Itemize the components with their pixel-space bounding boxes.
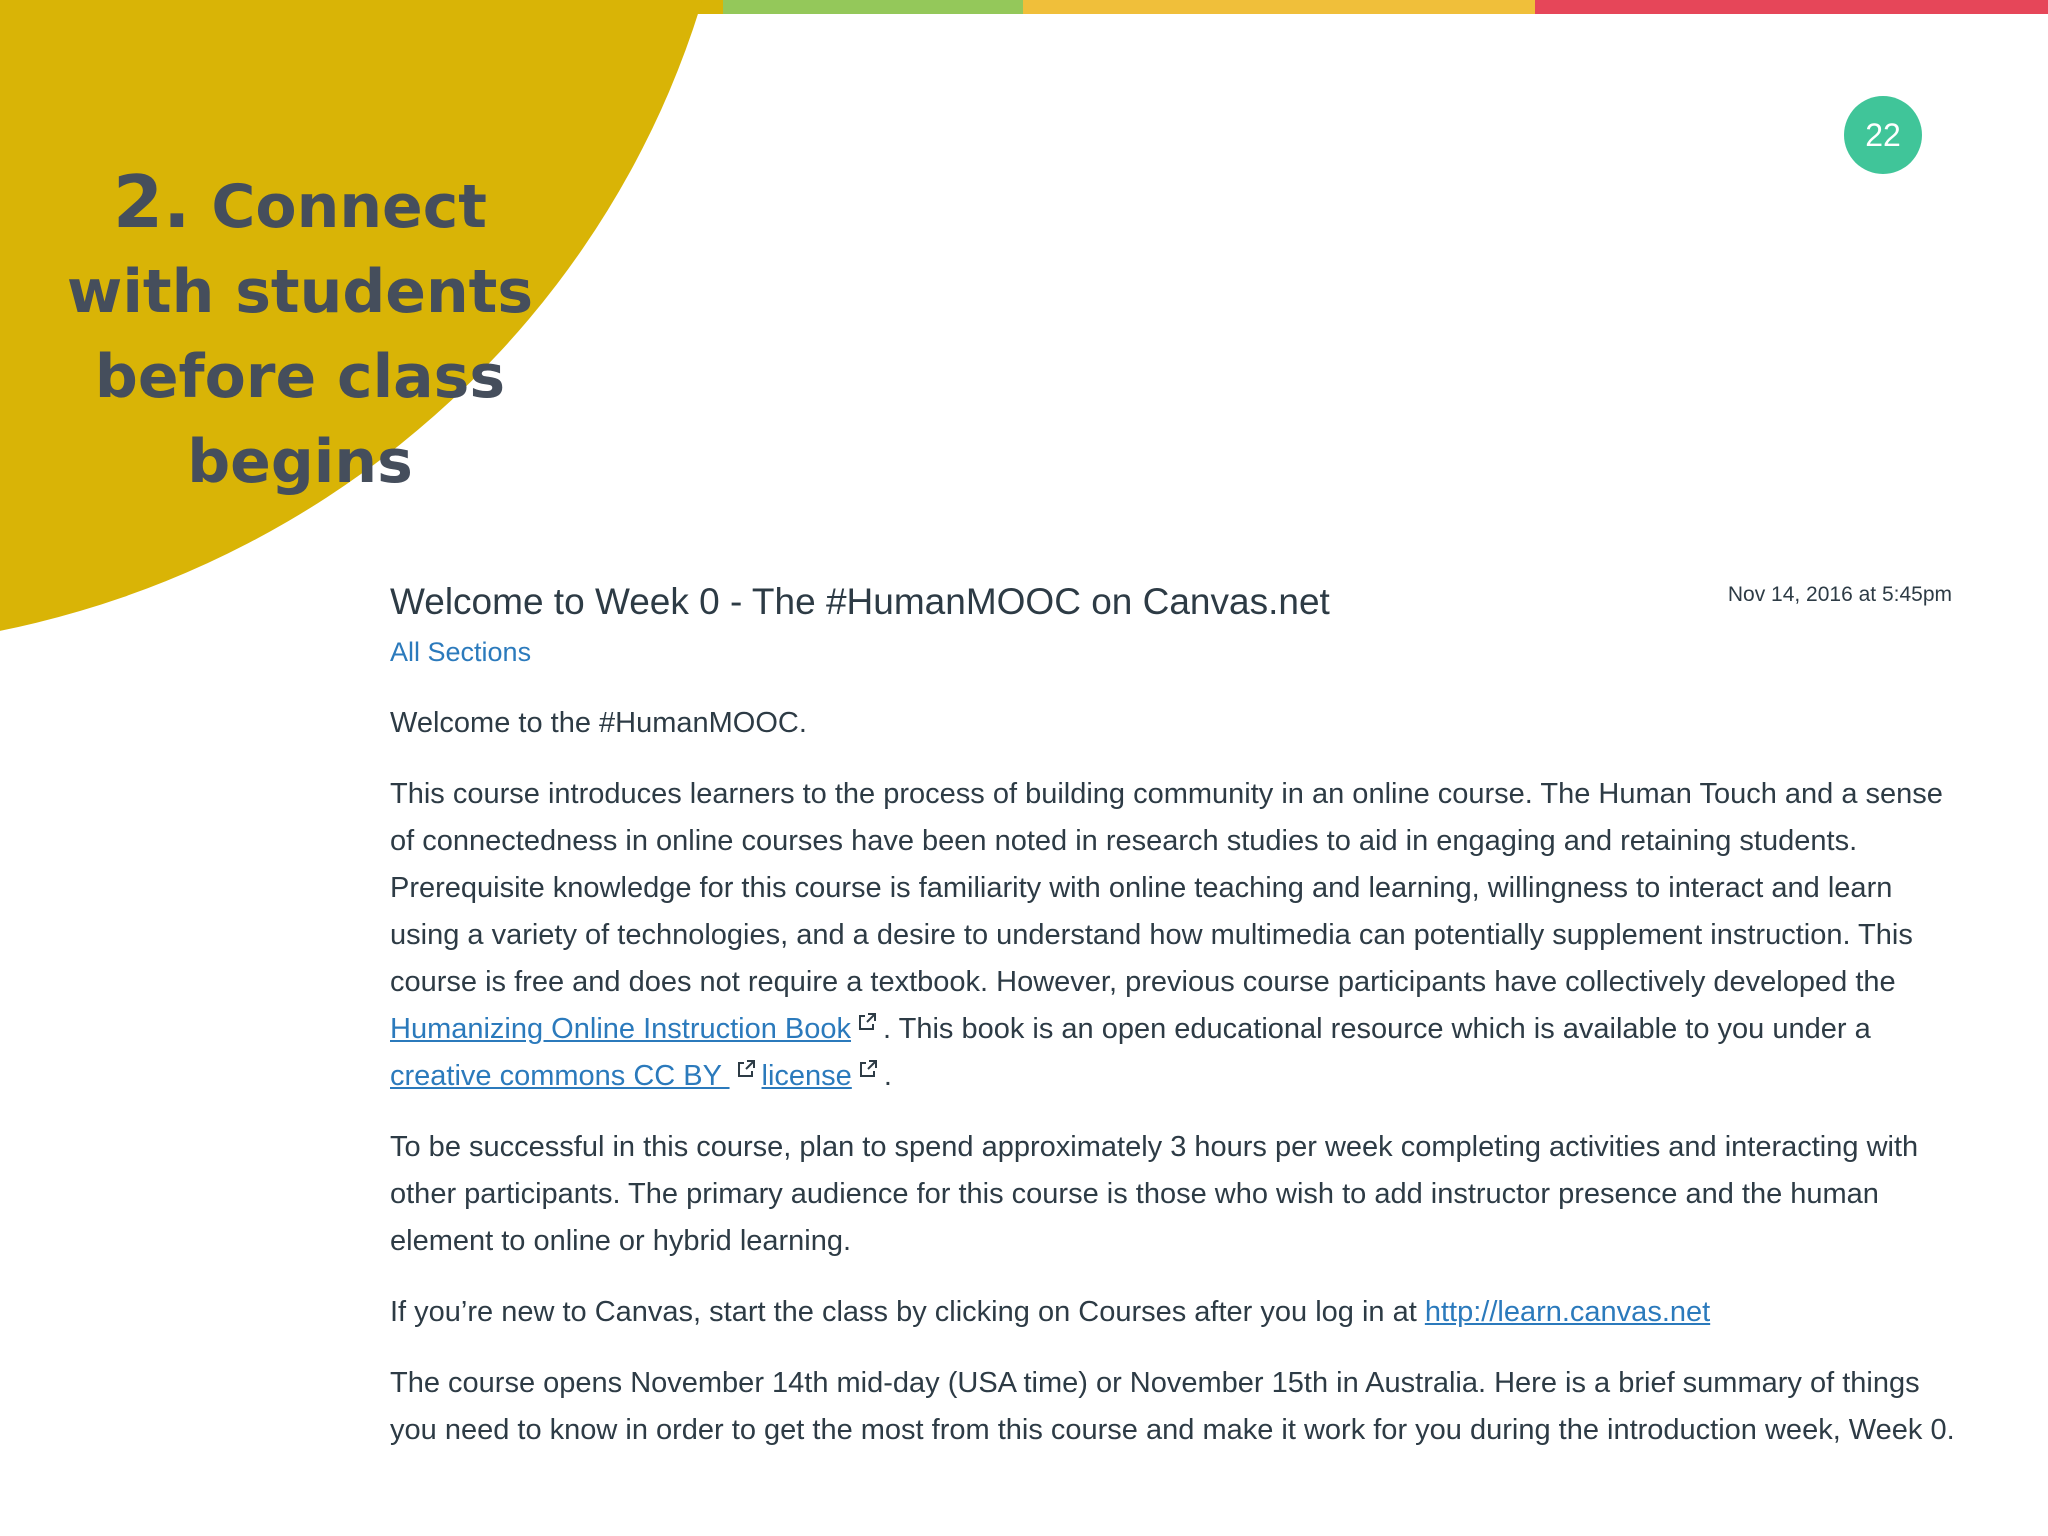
license-link[interactable]: license xyxy=(761,1060,852,1092)
creative-commons-link[interactable]: creative commons CC BY xyxy=(390,1060,730,1092)
paragraph-text: If you’re new to Canvas, start the class by clicking on Courses after you log in at xyxy=(390,1296,1417,1328)
bar-segment-red xyxy=(1535,0,2048,14)
paragraph-course-intro xyxy=(390,771,1956,1100)
announcement-screenshot xyxy=(390,572,1956,1478)
external-link-icon xyxy=(857,1012,877,1032)
paragraph-welcome: Welcome to the #HumanMOOC. xyxy=(390,707,807,739)
paragraph-canvas xyxy=(390,1289,1956,1336)
paragraph-text: . xyxy=(883,1060,892,1092)
announcement-date: Nov 14, 2016 at 5:45pm xyxy=(1727,583,1952,606)
announcement-header xyxy=(390,572,1956,632)
page-number-badge: 22 xyxy=(1844,96,1922,174)
announcement-body xyxy=(390,700,1956,1454)
announcement-title[interactable]: Welcome to Week 0 - The #HumanMOOC on Canvas.net xyxy=(390,581,1330,622)
external-link-icon xyxy=(736,1059,756,1079)
humanizing-book-link[interactable]: Humanizing Online Instruction Book xyxy=(390,1013,852,1045)
paragraph-text: . This book is an open educational resource which is available to you under a xyxy=(883,1013,1871,1045)
paragraph-course-opens: The course opens November 14th mid-day (USA time) or November 15th in Australia. Here is a brief summary of things you need to know in order to get the most from this course and make it work for you during the introduction week, Week 0. xyxy=(390,1367,1955,1446)
external-link-icon xyxy=(858,1059,878,1079)
paragraph-text: This course introduces learners to the process of building community in an online course. The Human Touch and a sense of connectedness in online courses have been noted in research studies to aid in engaging and retaining students. Prerequisite knowledge for this course is familiarity with online teaching and learning, willingness to interact and learn using a variety of technologies, and a desire to understand how multimedia can potentially supplement instruction. This course is free and does not require a textbook. However, previous course participants have collectively developed the xyxy=(390,778,1943,998)
all-sections-link[interactable]: All Sections xyxy=(390,637,532,667)
slide-title-text: Connect with students before class begins xyxy=(66,172,534,497)
slide-title xyxy=(40,160,560,505)
canvas-login-link[interactable]: http://learn.canvas.net xyxy=(1424,1296,1711,1328)
bar-segment-orange xyxy=(1023,0,1535,14)
slide-title-number: 2. xyxy=(113,160,191,244)
paragraph-success: To be successful in this course, plan to spend approximately 3 hours per week completing activities and interacting with other participants. The primary audience for this course is those who wish to add instructor presence and the human element to online or hybrid learning. xyxy=(390,1131,1919,1257)
bar-segment-green xyxy=(723,0,1023,14)
